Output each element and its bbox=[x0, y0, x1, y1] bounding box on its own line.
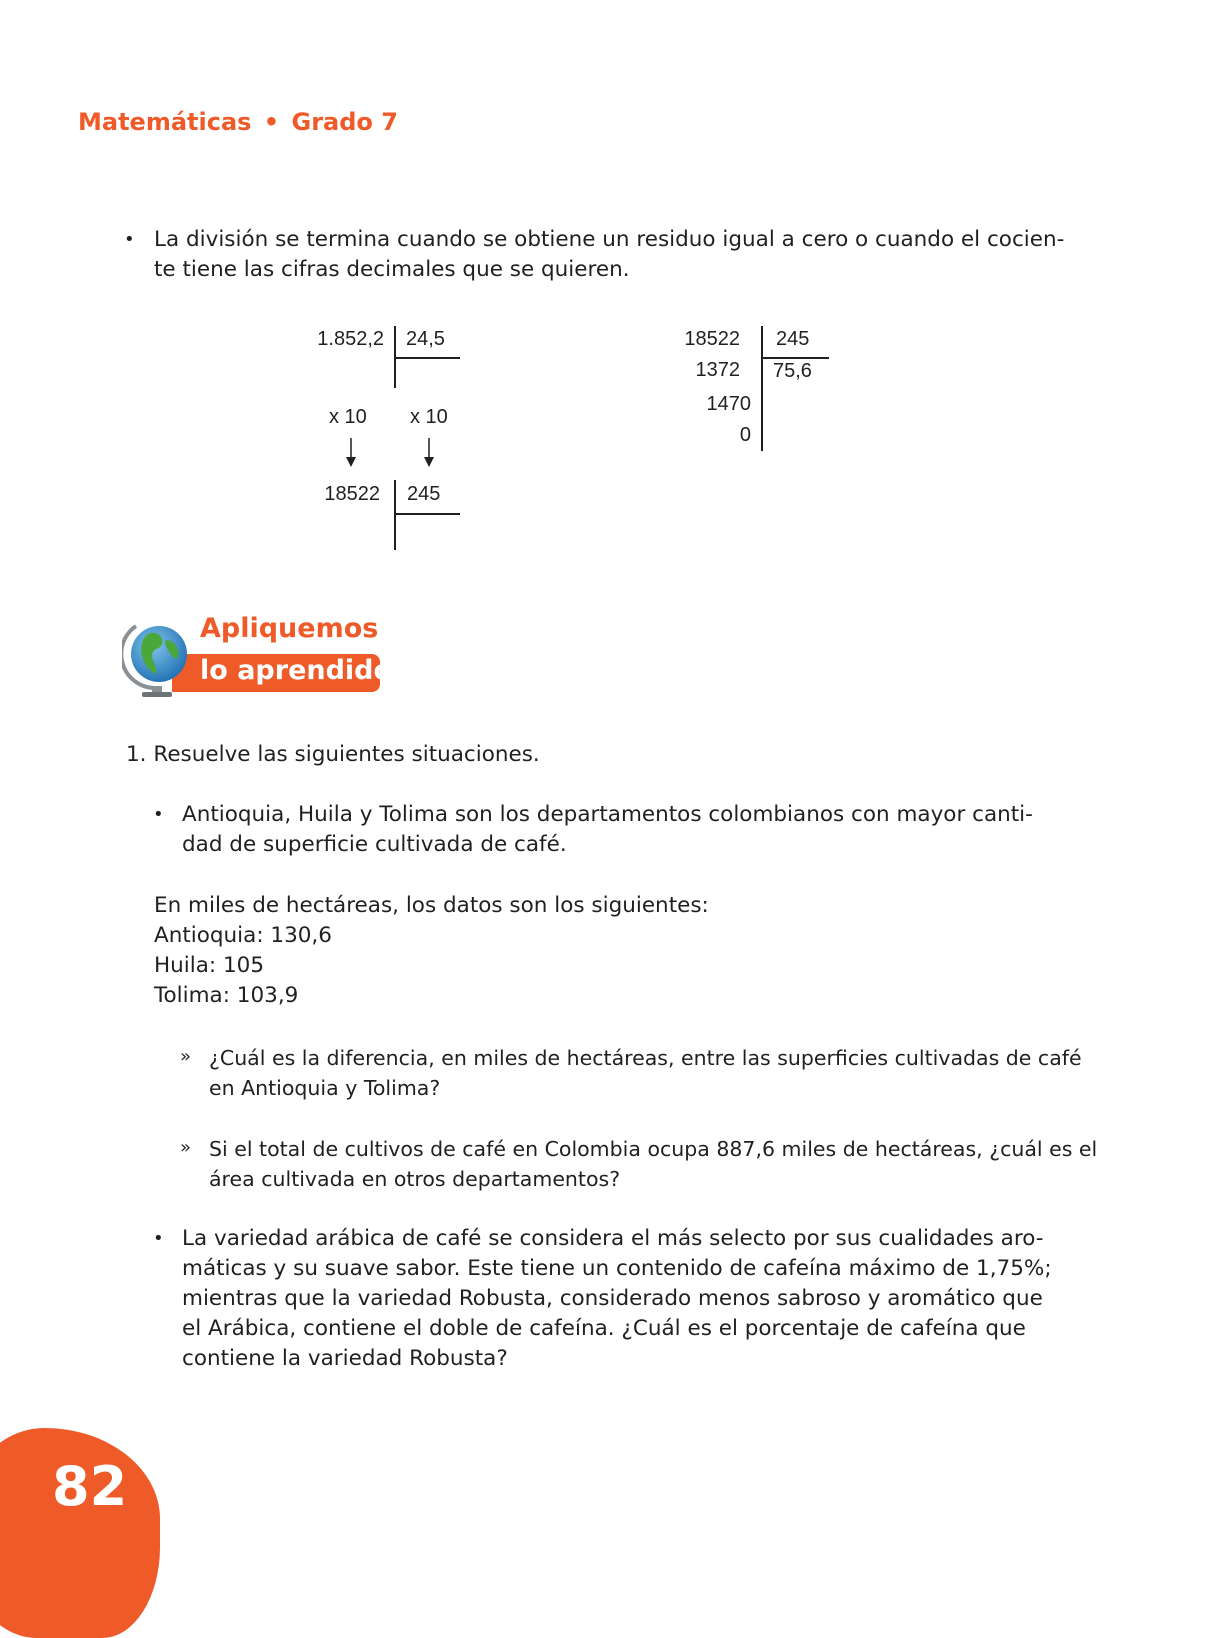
intro-line-1: La división se termina cuando se obtiene un residuo igual a cero o cuando el cocien- bbox=[154, 227, 1065, 252]
data-line-tolima: Tolima: 103,9 bbox=[154, 983, 299, 1008]
arrow-down-icon bbox=[344, 438, 358, 468]
item1-bullet: • bbox=[153, 804, 164, 825]
question-2-line-2: área cultivada en otros departamentos? bbox=[209, 1167, 621, 1191]
header-subject: Matemáticas bbox=[78, 108, 252, 136]
data-line-antioquia: Antioquia: 130,6 bbox=[154, 923, 332, 948]
globe-icon bbox=[122, 614, 192, 700]
question-2-line-1: Si el total de cultivos de café en Colombia ocupa 887,6 miles de hectáreas, ¿cuál es el bbox=[209, 1137, 1098, 1161]
item2-line-5: contiene la variedad Robusta? bbox=[182, 1346, 508, 1371]
item2-paragraph bbox=[182, 1224, 1052, 1374]
section-banner-title: Apliquemos bbox=[200, 613, 379, 644]
header-separator: • bbox=[263, 108, 280, 136]
item1-paragraph bbox=[182, 800, 1033, 860]
division-left bbox=[300, 320, 480, 560]
left-new-division-bar bbox=[394, 480, 396, 550]
item2-line-1: La variedad arábica de café se considera el más selecto por sus cualidades aro- bbox=[182, 1226, 1044, 1251]
arrow-down-icon bbox=[422, 438, 436, 468]
section-banner-subtitle: lo aprendido bbox=[200, 655, 393, 686]
right-division-bar bbox=[761, 326, 763, 451]
question-1-line-2: en Antioquia y Tolima? bbox=[209, 1076, 441, 1100]
item1-line-2: dad de superficie cultivada de café. bbox=[182, 832, 567, 857]
left-new-dividend: 18522 bbox=[324, 483, 380, 505]
section-banner-pill bbox=[172, 654, 393, 692]
left-multiplier-divisor: x 10 bbox=[410, 406, 448, 428]
item2-line-4: el Arábica, contiene el doble de cafeína. ¿Cuál es el porcentaje de cafeína que bbox=[182, 1316, 1026, 1341]
page-number: 82 bbox=[52, 1455, 128, 1518]
exercise-instruction: Resuelve las siguientes situaciones. bbox=[153, 742, 540, 767]
intro-paragraph bbox=[154, 225, 1065, 285]
right-quotient: 75,6 bbox=[773, 360, 812, 382]
item2-line-3: mientras que la variedad Robusta, considerado menos sabroso y aromático que bbox=[182, 1286, 1043, 1311]
intro-line-2: te tiene las cifras decimales que se quieren. bbox=[154, 257, 630, 282]
data-block bbox=[154, 891, 709, 1011]
item1-line-1: Antioquia, Huila y Tolima son los departamentos colombianos con mayor canti- bbox=[182, 802, 1033, 827]
exercise-number: 1. bbox=[126, 742, 147, 767]
item2-line-2: máticas y su suave sabor. Este tiene un contenido de cafeína máximo de 1,75%; bbox=[182, 1256, 1052, 1281]
left-division-underline bbox=[394, 357, 460, 359]
data-intro: En miles de hectáreas, los datos son los siguientes: bbox=[154, 893, 709, 918]
left-divisor: 24,5 bbox=[406, 328, 445, 350]
data-line-huila: Huila: 105 bbox=[154, 953, 265, 978]
header-grade: Grado 7 bbox=[291, 108, 398, 136]
right-remainder-3: 0 bbox=[739, 424, 751, 446]
right-division-underline bbox=[761, 357, 829, 359]
question-2 bbox=[209, 1134, 1097, 1194]
question-1-marker: » bbox=[180, 1046, 192, 1067]
item2-bullet: • bbox=[153, 1228, 164, 1249]
division-right bbox=[660, 320, 840, 460]
question-1 bbox=[209, 1043, 1082, 1103]
right-divisor: 245 bbox=[776, 328, 810, 350]
exercise-heading bbox=[126, 740, 540, 770]
left-new-divisor: 245 bbox=[407, 483, 441, 505]
left-dividend: 1.852,2 bbox=[317, 328, 384, 350]
right-remainder-1: 1372 bbox=[695, 359, 740, 381]
right-remainder-2: 1470 bbox=[706, 393, 751, 415]
intro-bullet: • bbox=[124, 229, 135, 250]
left-new-division-underline bbox=[394, 513, 460, 515]
question-1-line-1: ¿Cuál es la diferencia, en miles de hectáreas, entre las superficies cultivadas de café bbox=[209, 1046, 1082, 1070]
right-dividend: 18522 bbox=[684, 328, 740, 350]
running-header bbox=[78, 108, 398, 136]
left-multiplier-dividend: x 10 bbox=[329, 406, 367, 428]
question-2-marker: » bbox=[180, 1137, 192, 1158]
